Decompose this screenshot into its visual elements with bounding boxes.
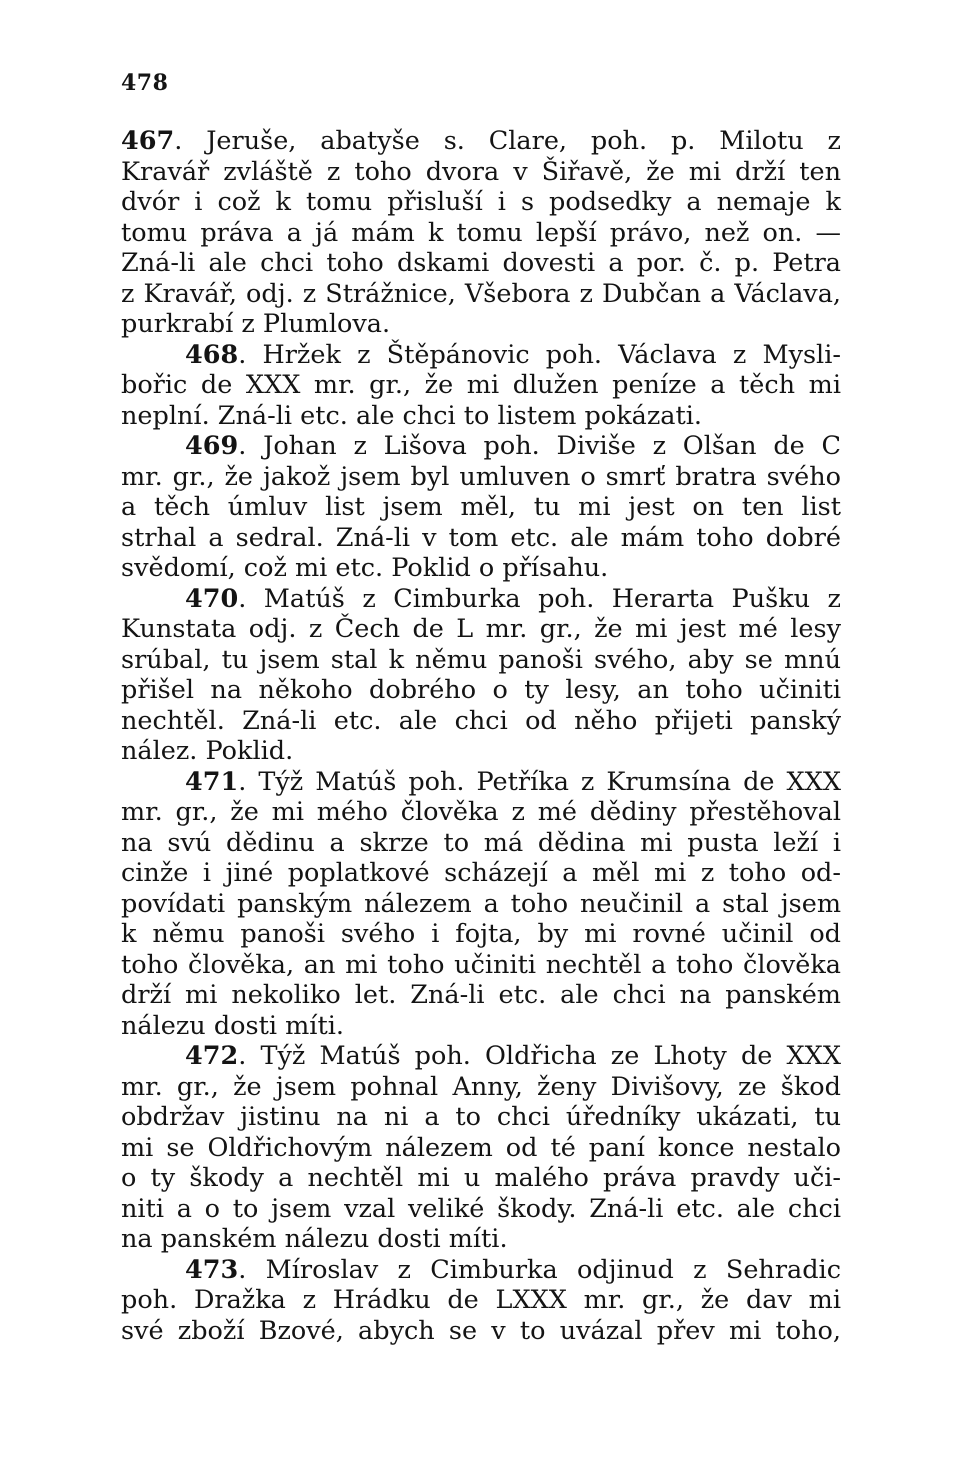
line-text: tomu práva a já mám k tomu lepší právo, než on. —	[121, 217, 841, 248]
text-line	[121, 1194, 841, 1225]
text-line	[121, 1224, 841, 1255]
text-line	[121, 553, 841, 584]
line-text: . Matúš z Cimburka poh. Herarta Pušku z	[238, 583, 841, 614]
line-text: nálezu dosti míti.	[121, 1010, 344, 1041]
entry-first-line	[121, 1255, 841, 1286]
line-text: . Hržek z Štěpánovic poh. Václava z Mysli-	[238, 339, 841, 370]
line-text: . Johan z Lišova poh. Diviše z Olšan de C	[238, 431, 841, 461]
text-line	[121, 1102, 841, 1133]
text-line	[121, 157, 841, 188]
entry-number: 473	[185, 1254, 239, 1285]
text-block	[121, 126, 841, 1346]
line-text: svědomí, což mi etc. Poklid o přísahu.	[121, 553, 609, 583]
text-line	[121, 889, 841, 920]
line-text: neplní. Zná-li etc. ale chci to listem pokázati.	[121, 400, 702, 431]
line-text: drží mi nekoliko let. Zná-li etc. ale chci na panském	[121, 980, 841, 1010]
line-text: k němu panoši svého i fojta, by mi rovné učinil od	[121, 919, 841, 949]
text-line	[121, 645, 841, 676]
line-text: . Jeruše, abatyše s. Clare, poh. p. Milotu z	[174, 126, 841, 156]
line-text: na panském nálezu dosti míti.	[121, 1224, 508, 1254]
entry-first-line	[121, 126, 841, 157]
text-line	[121, 523, 841, 554]
entry-first-line	[121, 584, 841, 615]
text-line	[121, 218, 841, 249]
line-text: dvór i což k tomu přisluší i s podsedky a nemaje k	[121, 187, 841, 217]
text-line	[121, 1316, 841, 1347]
entry-first-line	[121, 767, 841, 798]
text-line	[121, 614, 841, 645]
text-line	[121, 980, 841, 1011]
line-text: srúbal, tu jsem stal k němu panoši svého, aby se mnú	[121, 644, 841, 675]
line-text: . Míroslav z Cimburka odjinud z Sehradic	[238, 1254, 841, 1285]
entry-number: 469	[185, 431, 239, 461]
text-line	[121, 1011, 841, 1042]
line-text: . Týž Matúš poh. Oldřicha ze Lhoty de XXX	[238, 1041, 841, 1071]
line-text: poh. Dražka z Hrádku de LXXX mr. gr., že dav mi	[121, 1285, 841, 1315]
text-line	[121, 309, 841, 340]
line-text: mr. gr., že jsem pohnal Anny, ženy Divišovy, ze škod	[121, 1071, 841, 1102]
text-line	[121, 828, 841, 859]
text-line	[121, 858, 841, 889]
text-line	[121, 1133, 841, 1164]
text-line	[121, 492, 841, 523]
line-text: toho člověka, an mi toho učiniti nechtěl a toho člověka	[121, 949, 841, 980]
line-text: přišel na někoho dobrého o ty lesy, an toho učiniti	[121, 675, 841, 705]
text-line	[121, 736, 841, 767]
line-text: purkrabí z Plumlova.	[121, 309, 391, 339]
line-text: své zboží Bzové, abych se v to uvázal přev mi toho,	[121, 1315, 841, 1346]
line-text: . Týž Matúš poh. Petříka z Krumsína de XXX	[238, 766, 841, 797]
text-line	[121, 462, 841, 493]
entry-number: 472	[185, 1041, 239, 1071]
line-text: povídati panským nálezem a toho neučinil a stal jsem	[121, 888, 841, 919]
text-line	[121, 950, 841, 981]
line-text: cinže i jiné poplatkové scházejí a měl mi z toho od-	[121, 858, 841, 888]
line-text: Zná-li ale chci toho dskami dovesti a por. č. p. Petra	[121, 248, 841, 278]
line-text: Kravář zvláště z toho dvora v Šiřavě, že mi drží ten	[121, 156, 841, 187]
page-number: 478	[121, 70, 169, 96]
line-text: niti a o to jsem vzal veliké škody. Zná-li etc. ale chci	[121, 1193, 841, 1224]
text-line	[121, 675, 841, 706]
text-line	[121, 797, 841, 828]
line-text: a těch úmluv list jsem měl, tu mi jest on ten list	[121, 492, 841, 522]
line-text: o ty škody a nechtěl mi u malého práva pravdy uči-	[121, 1163, 841, 1193]
line-text: mr. gr., že mi mého člověka z mé dědiny přestěhoval	[121, 797, 841, 827]
line-text: mi se Oldřichovým nálezem od té paní konce nestalo	[121, 1132, 841, 1163]
line-text: mr. gr., že jakož jsem byl umluven o smrť bratra svého	[121, 461, 841, 492]
entry-first-line	[121, 340, 841, 371]
text-line	[121, 279, 841, 310]
line-text: strhal a sedral. Zná-li v tom etc. ale mám toho dobré	[121, 522, 841, 553]
entry-number: 467	[121, 126, 175, 156]
text-line	[121, 370, 841, 401]
entry-number: 468	[185, 339, 239, 370]
entry-first-line	[121, 1041, 841, 1072]
entry-first-line	[121, 431, 841, 462]
line-text: z Kravář, odj. z Strážnice, Všebora z Dubčan a Václava,	[121, 278, 841, 309]
text-line	[121, 1285, 841, 1316]
line-text: na svú dědinu a skrze to má dědina mi pusta leží i	[121, 827, 841, 858]
text-line	[121, 706, 841, 737]
text-line	[121, 1163, 841, 1194]
text-line	[121, 401, 841, 432]
line-text: bořic de XXX mr. gr., že mi dlužen peníze a těch mi	[121, 370, 841, 400]
text-line	[121, 919, 841, 950]
entry-number: 471	[185, 766, 239, 797]
text-line	[121, 187, 841, 218]
text-line	[121, 1072, 841, 1103]
line-text: Kunstata odj. z Čech de L mr. gr., že mi jest mé lesy	[121, 614, 841, 644]
text-line	[121, 248, 841, 279]
line-text: nález. Poklid.	[121, 736, 294, 766]
entry-number: 470	[185, 583, 239, 614]
line-text: obdržav jistinu na ni a to chci úředníky ukázati, tu	[121, 1102, 841, 1132]
line-text: nechtěl. Zná-li etc. ale chci od něho přijeti panský	[121, 705, 841, 736]
